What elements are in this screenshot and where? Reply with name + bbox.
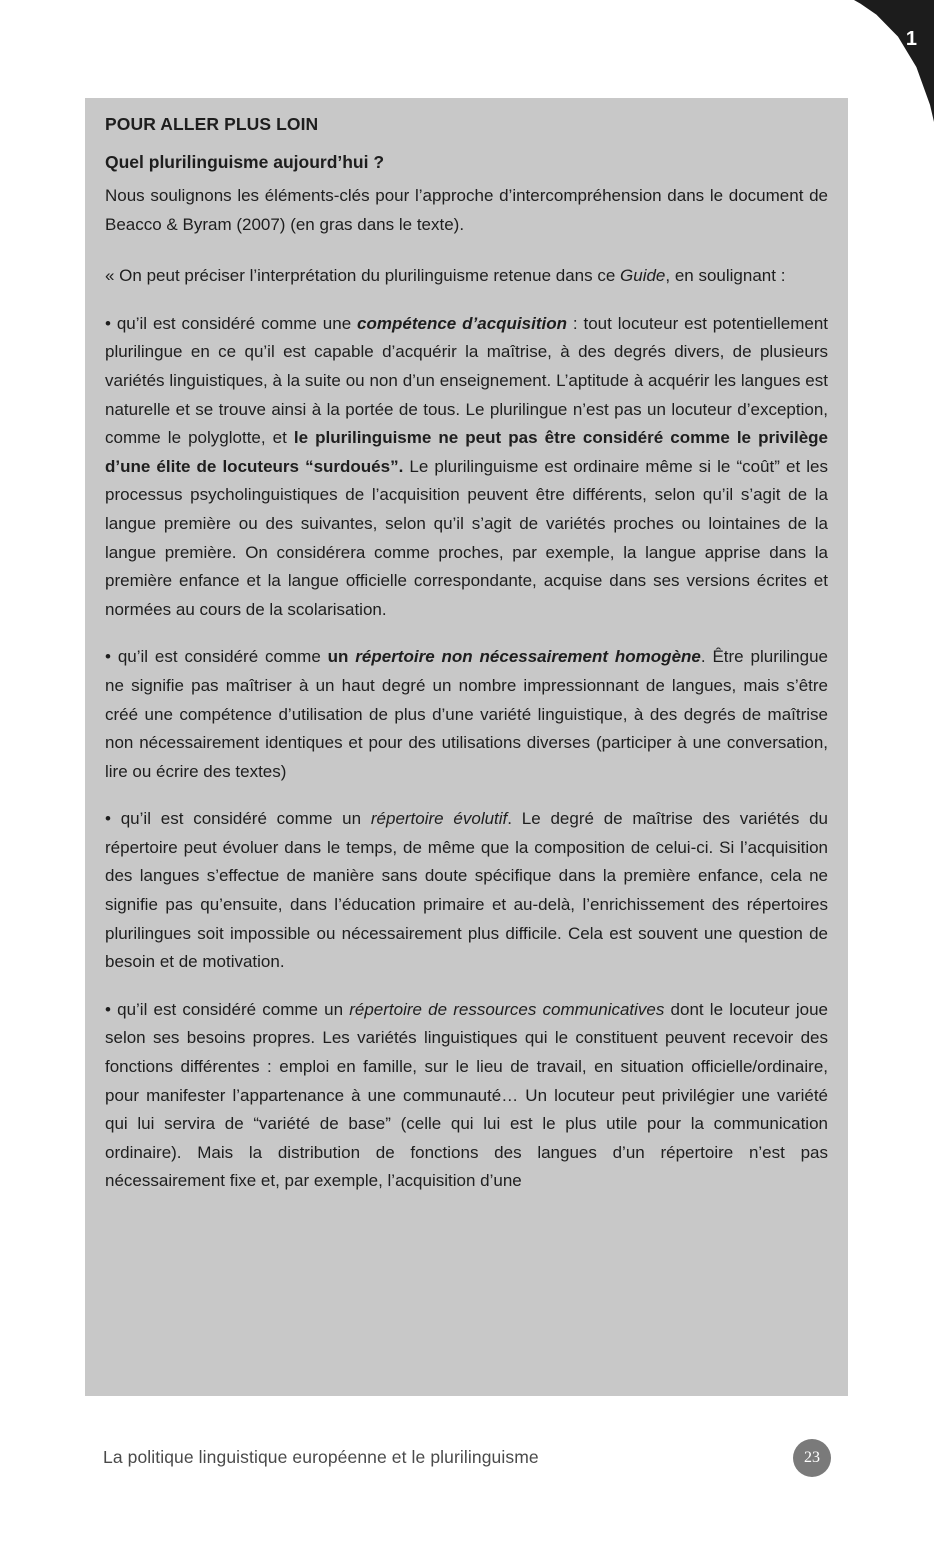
bullet3-body: . Le degré de maîtrise des variétés du répertoire peut évoluer dans le temps, de même que la composition de celui-ci. Si l’acquisition des langues s’effectue de manière sans doute spécifique dans la première enfance, cela ne signifie pas qu’ensuite, dans l’éducation primaire et au-delà, l’enrichissement des répertoires plurilingues soit impossible ou nécessairement plus difficile. Cela est souvent une question de besoin et de motivation. (105, 809, 829, 972)
page-number-badge: 23 (793, 1439, 831, 1477)
further-reading-box (85, 98, 848, 1396)
bullet4-key-term: répertoire de ressources communicatives (349, 999, 665, 1019)
bullet4-lead: • qu’il est considéré comme un (105, 999, 350, 1019)
guide-italic: Guide (620, 266, 666, 286)
quote-intro-paragraph (105, 262, 828, 291)
box-subheading: Quel plurilinguisme aujourd’hui ? (105, 152, 385, 172)
bullet2-body: . Être plurilingue ne signifie pas maîtriser à un haut degré un nombre impressionnant de langues, mais s’être créé une compétence d’utilisation de plus d’une variété linguistique, à des degrés de maîtrise non nécessairement identiques et pour des utilisations diverses (participer à une conversation, lire ou écrire des textes) (105, 647, 829, 781)
footer-title: La politique linguistique européenne et le plurilinguisme (103, 1447, 539, 1467)
bullet2-bold-article: un (327, 647, 356, 667)
bullet-ressources-paragraph (105, 996, 828, 1196)
bullet-repertoire-paragraph (105, 643, 828, 786)
chapter-number: 1 (905, 28, 917, 50)
quote-intro-end: , en soulignant : (665, 266, 786, 286)
bullet2-key-term: répertoire non nécessairement homogène (355, 647, 701, 667)
chapter-tab (854, 0, 934, 122)
bullet1-bold-statement: le plurilinguisme ne peut pas être considéré comme le privilège d’une élite de locuteurs “surdoués”. (105, 428, 828, 476)
intro-paragraph: Nous soulignons les éléments-clés pour l’approche d’intercompréhension dans le document de Beacco & Byram (2007) (en gras dans le texte). (105, 186, 828, 234)
bullet3-lead: • qu’il est considéré comme un (105, 809, 371, 829)
box-heading: POUR ALLER PLUS LOIN (105, 114, 319, 134)
bullet3-key-term: répertoire évolutif (370, 809, 508, 829)
bullet-evolutif-paragraph (105, 805, 828, 977)
bullet1-body: : tout locuteur est potentiellement plurilingue en ce qu’il est capable d’acquérir la maîtrise, à des degrés divers, de plusieurs variétés linguistiques, à la suite ou non d’un enseignement. L’aptitude à acquérir les langues est naturelle et se trouve ainsi à la portée de tous. Le plurilingue n’est pas un locuteur d’exception, comme le polyglotte, et (105, 313, 828, 448)
bullet1-rest: Le plurilinguisme est ordinaire même si le “coût” et les processus psycholinguistiques de l’acquisition peuvent être différents, selon qu’il s’agit de la langue première ou des suivantes, selon qu’il s’agit de variétés proches ou lointaines de la langue première. On considérera comme proches, par exemple, la langue apprise dans la première enfance et la langue officielle correspondante, acquise dans ses versions écrites et normées au cours de la scolarisation. (105, 456, 828, 619)
bullet-competence-paragraph (105, 310, 828, 625)
quote-intro-text: « On peut préciser l’interprétation du plurilinguisme retenue dans ce (105, 266, 621, 286)
bullet1-key-term: compétence d’acquisition (357, 313, 567, 333)
bullet2-lead: • qu’il est considéré comme (105, 647, 328, 667)
bullet4-body: dont le locuteur joue selon ses besoins propres. Les variétés linguistiques qui le constituent peuvent recevoir des fonctions différentes : emploi en famille, sur le lieu de travail, en situation officielle/ordinaire, pour manifester l’appartenance à une communauté… Un locuteur peut privilégier une variété qui lui servira de “variété de base” (celle qui lui est le plus utile pour la communication ordinaire). Mais la distribution de fonctions des langues d’un répertoire n’est pas nécessairement fixe et, par exemple, l’acquisition d’une (105, 999, 828, 1191)
bullet1-lead: • qu’il est considéré comme une (105, 313, 358, 333)
